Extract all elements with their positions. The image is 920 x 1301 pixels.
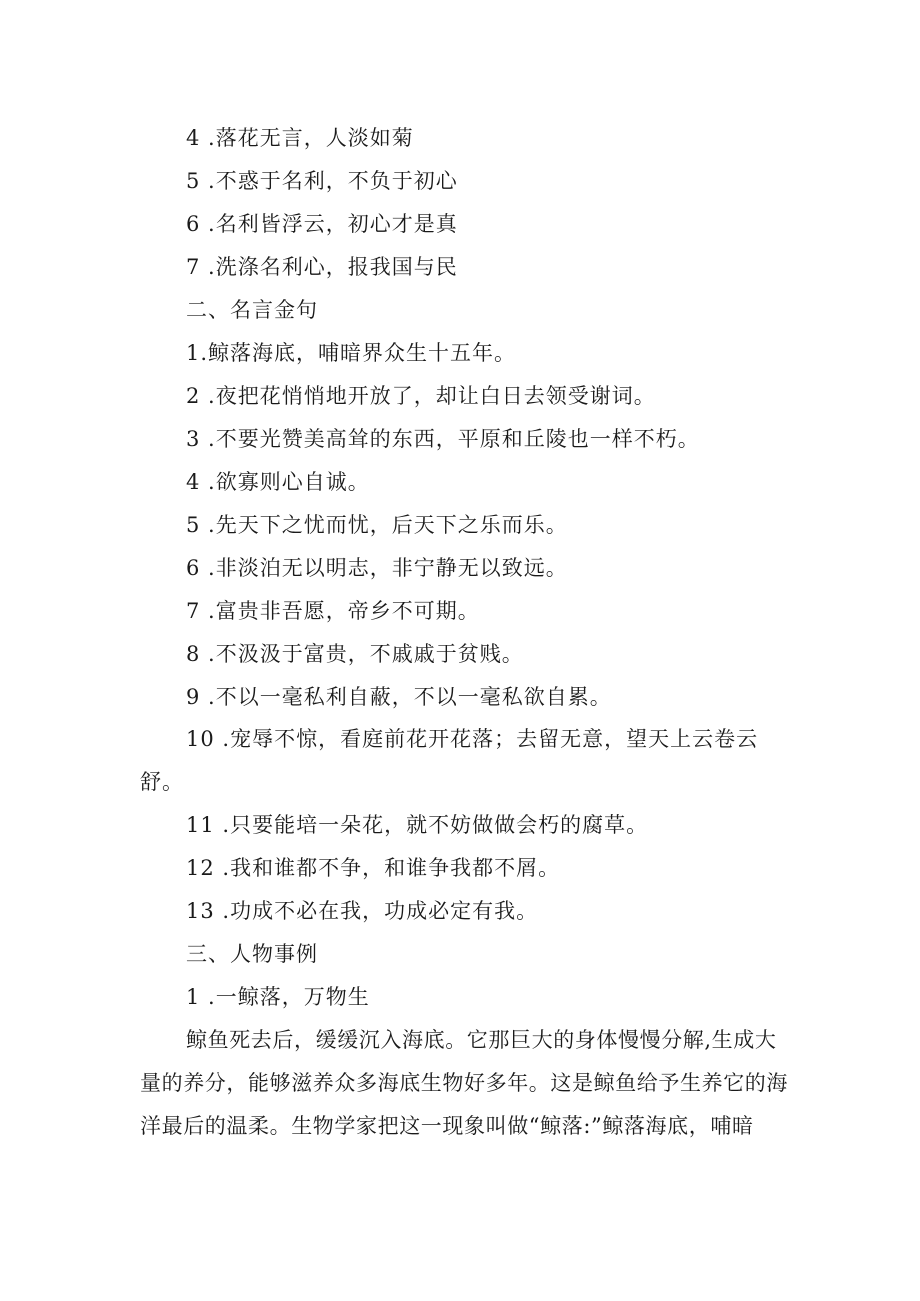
- list-item: 4 .落花无言，人淡如菊: [186, 126, 414, 150]
- quote-item: 5 .先天下之忧而忧，后天下之乐而乐。: [186, 513, 568, 537]
- quote-item: 9 .不以一毫私利自蔽，不以一毫私欲自累。: [186, 685, 612, 709]
- quote-item: 7 .富贵非吾愿，帝乡不可期。: [186, 599, 480, 623]
- paragraph-line: 洋最后的温柔。生物学家把这一现象叫做“鲸落:”鲸落海底，哺暗: [140, 1114, 754, 1138]
- list-item: 5 .不惑于名利，不负于初心: [186, 169, 458, 193]
- quote-item: 12 .我和谁都不争，和谁争我都不屑。: [186, 856, 561, 880]
- quote-item: 3 .不要光赞美高耸的东西，平原和丘陵也一样不朽。: [186, 427, 700, 451]
- quote-item: 4 .欲寡则心自诚。: [186, 470, 370, 494]
- paragraph-line: 鲸鱼死去后，缓缓沉入海底。它那巨大的身体慢慢分解,生成大: [186, 1028, 777, 1052]
- quote-item: 6 .非淡泊无以明志，非宁静无以致远。: [186, 556, 568, 580]
- quote-item: 13 .功成不必在我，功成必定有我。: [186, 899, 539, 923]
- list-item: 6 .名利皆浮云，初心才是真: [186, 212, 458, 236]
- quote-item: 11 .只要能培一朵花，就不妨做做会朽的腐草。: [186, 813, 649, 837]
- quote-item: 10 .宠辱不惊，看庭前花开花落；去留无意，望天上云卷云: [186, 727, 759, 751]
- quote-item: 8 .不汲汲于富贵，不戚戚于贫贱。: [186, 642, 524, 666]
- section-heading: 三、人物事例: [186, 942, 318, 966]
- quote-item: 2 .夜把花悄悄地开放了，却让白日去领受谢词。: [186, 384, 656, 408]
- list-item: 7 .洗涤名利心，报我国与民: [186, 255, 458, 279]
- section-heading: 二、名言金句: [186, 298, 318, 322]
- example-title: 1 .一鲸落，万物生: [186, 985, 370, 1009]
- quote-item-continuation: 舒。: [140, 770, 184, 794]
- paragraph-line: 量的养分，能够滋养众多海底生物好多年。这是鲸鱼给予生养它的海: [140, 1071, 788, 1095]
- quote-item: 1.鲸落海底，哺暗界众生十五年。: [186, 341, 517, 365]
